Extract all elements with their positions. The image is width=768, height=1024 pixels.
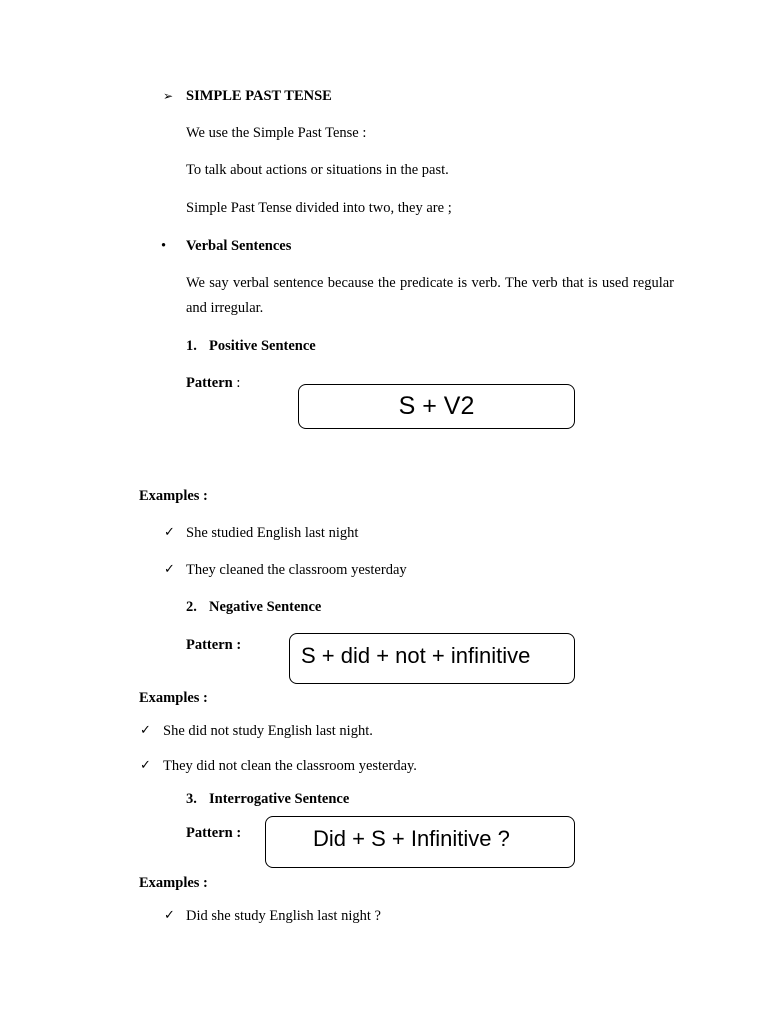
check-icon: ✓ bbox=[140, 758, 151, 773]
interrogative-number: 3. bbox=[186, 791, 197, 807]
interrogative-examples-label: Examples : bbox=[139, 875, 208, 891]
interrogative-formula-box: Did + S + Infinitive ? bbox=[265, 816, 575, 868]
positive-title: Positive Sentence bbox=[209, 338, 316, 354]
negative-number: 2. bbox=[186, 599, 197, 615]
verbal-sentences-title: Verbal Sentences bbox=[186, 238, 292, 254]
arrow-bullet-icon: ➢ bbox=[163, 89, 174, 103]
negative-pattern-label: Pattern : bbox=[186, 637, 242, 653]
negative-formula-box: S + did + not + infinitive bbox=[289, 633, 575, 684]
interrogative-title: Interrogative Sentence bbox=[209, 791, 350, 807]
section-title: SIMPLE PAST TENSE bbox=[186, 88, 332, 104]
negative-example-1: She did not study English last night. bbox=[163, 723, 373, 739]
intro-line-2: To talk about actions or situations in the past. bbox=[186, 162, 449, 178]
check-icon: ✓ bbox=[140, 723, 151, 738]
check-icon: ✓ bbox=[164, 562, 175, 577]
interrogative-pattern-label: Pattern : bbox=[186, 825, 242, 841]
verbal-description: We say verbal sentence because the predicate is verb. The verb that is used regular and irregular. bbox=[186, 275, 674, 316]
positive-example-2: They cleaned the classroom yesterday bbox=[186, 562, 407, 578]
check-icon: ✓ bbox=[164, 908, 175, 923]
positive-pattern-label: Pattern : bbox=[186, 375, 241, 391]
check-icon: ✓ bbox=[164, 525, 175, 540]
positive-example-1: She studied English last night bbox=[186, 525, 359, 541]
negative-example-2: They did not clean the classroom yesterday. bbox=[163, 758, 417, 774]
intro-line-3: Simple Past Tense divided into two, they are ; bbox=[186, 200, 452, 216]
intro-line-1: We use the Simple Past Tense : bbox=[186, 125, 367, 141]
positive-formula-box: S + V2 bbox=[298, 384, 575, 429]
positive-examples-label: Examples : bbox=[139, 488, 208, 504]
negative-title: Negative Sentence bbox=[209, 599, 322, 615]
round-bullet-icon: • bbox=[161, 238, 167, 254]
negative-examples-label: Examples : bbox=[139, 690, 208, 706]
positive-number: 1. bbox=[186, 338, 197, 354]
interrogative-example-1: Did she study English last night ? bbox=[186, 908, 381, 924]
